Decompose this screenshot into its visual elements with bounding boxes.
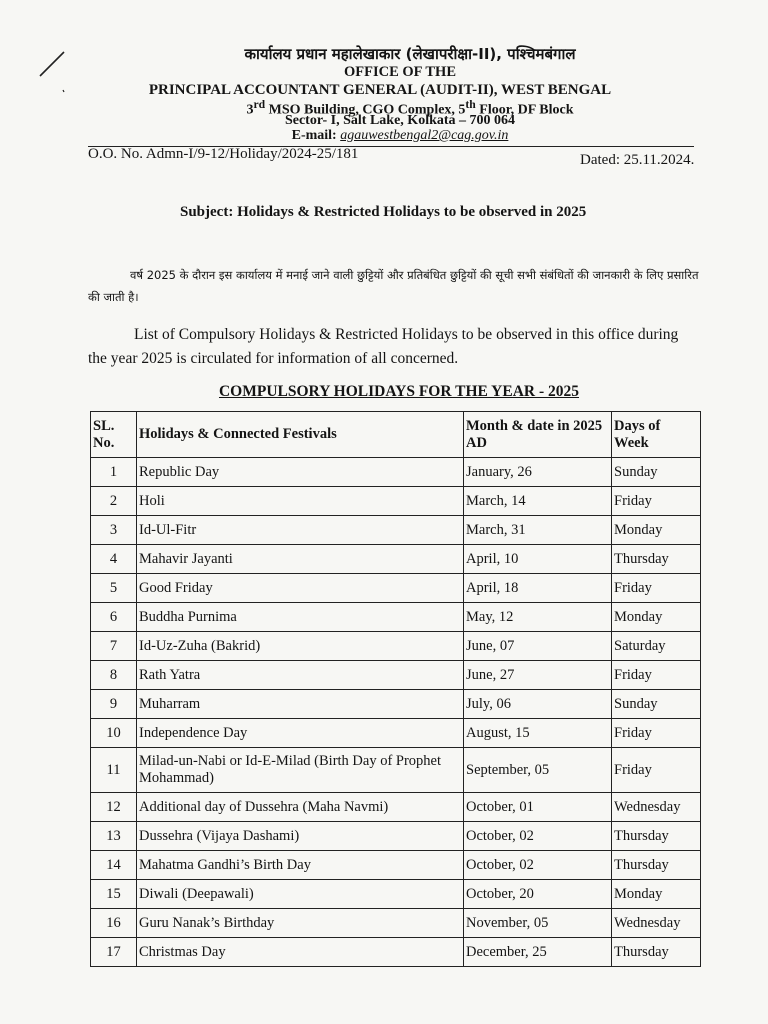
cell-sl: 8 xyxy=(91,661,137,690)
address-line-1: 3rd MSO Building, CGO Complex, 5th Floor, DF Block xyxy=(246,98,574,118)
cell-holiday: Id-Ul-Fitr xyxy=(137,516,464,545)
cell-holiday: Mahavir Jayanti xyxy=(137,545,464,574)
table-row xyxy=(91,574,701,603)
cell-sl: 6 xyxy=(91,603,137,632)
header-sl: SL. No. xyxy=(91,412,137,458)
cell-sl: 3 xyxy=(91,516,137,545)
cell-date: November, 05 xyxy=(464,909,612,938)
table-header-row xyxy=(91,412,701,458)
cell-day: Saturday xyxy=(612,632,701,661)
cell-holiday: Republic Day xyxy=(137,458,464,487)
cell-holiday: Diwali (Deepawali) xyxy=(137,880,464,909)
cell-date: April, 10 xyxy=(464,545,612,574)
cell-holiday: Additional day of Dussehra (Maha Navmi) xyxy=(137,793,464,822)
cell-holiday: Dussehra (Vijaya Dashami) xyxy=(137,822,464,851)
table-row xyxy=(91,909,701,938)
address-line-2: Sector- I, Salt Lake, Kolkata – 700 064 xyxy=(284,113,516,128)
table-row xyxy=(91,938,701,967)
cell-date: October, 02 xyxy=(464,822,612,851)
cell-day: Thursday xyxy=(612,851,701,880)
cell-sl: 1 xyxy=(91,458,137,487)
email-label: E-mail: xyxy=(291,128,341,143)
cell-sl: 9 xyxy=(91,690,137,719)
office-name: PRINCIPAL ACCOUNTANT GENERAL (AUDIT-II), WEST BENGAL xyxy=(148,82,612,98)
cell-holiday: Milad-un-Nabi or Id-E-Milad (Birth Day of Prophet Mohammad) xyxy=(137,748,464,793)
cell-sl: 17 xyxy=(91,938,137,967)
table-row xyxy=(91,880,701,909)
cell-day: Sunday xyxy=(612,690,701,719)
cell-sl: 13 xyxy=(91,822,137,851)
cell-sl: 10 xyxy=(91,719,137,748)
cell-holiday: Christmas Day xyxy=(137,938,464,967)
cell-date: May, 12 xyxy=(464,603,612,632)
table-title: COMPULSORY HOLIDAYS FOR THE YEAR - 2025 xyxy=(218,383,579,400)
table-row xyxy=(91,851,701,880)
table-row xyxy=(91,487,701,516)
email-line xyxy=(100,128,700,144)
table-row xyxy=(91,603,701,632)
table-row xyxy=(91,748,701,793)
table-row xyxy=(91,661,701,690)
cell-day: Friday xyxy=(612,487,701,516)
cell-day: Wednesday xyxy=(612,793,701,822)
holidays-table xyxy=(90,411,701,967)
cell-date: October, 02 xyxy=(464,851,612,880)
cell-day: Thursday xyxy=(612,545,701,574)
cell-holiday: Guru Nanak’s Birthday xyxy=(137,909,464,938)
cell-date: April, 18 xyxy=(464,574,612,603)
english-paragraph: List of Compulsory Holidays & Restricted Holidays to be observed in this office during the year 2025 is circulated for information of all concerned. xyxy=(88,326,679,367)
cell-date: July, 06 xyxy=(464,690,612,719)
cell-day: Thursday xyxy=(612,822,701,851)
cell-holiday: Buddha Purnima xyxy=(137,603,464,632)
cell-date: June, 27 xyxy=(464,661,612,690)
cell-day: Monday xyxy=(612,516,701,545)
cell-day: Friday xyxy=(612,661,701,690)
pen-mark xyxy=(34,48,74,98)
header-date: Month & date in 2025 AD xyxy=(464,412,612,458)
cell-holiday: Good Friday xyxy=(137,574,464,603)
cell-day: Thursday xyxy=(612,938,701,967)
cell-holiday: Independence Day xyxy=(137,719,464,748)
office-of-line: OFFICE OF THE xyxy=(344,64,456,80)
cell-day: Monday xyxy=(612,880,701,909)
cell-holiday: Holi xyxy=(137,487,464,516)
table-row xyxy=(91,822,701,851)
table-row xyxy=(91,793,701,822)
cell-day: Monday xyxy=(612,603,701,632)
cell-sl: 7 xyxy=(91,632,137,661)
cell-date: June, 07 xyxy=(464,632,612,661)
cell-holiday: Mahatma Gandhi’s Birth Day xyxy=(137,851,464,880)
table-row xyxy=(91,458,701,487)
cell-date: March, 14 xyxy=(464,487,612,516)
email-address[interactable]: agauwestbengal2@cag.gov.in xyxy=(340,128,509,143)
hindi-paragraph: वर्ष 2025 के दौरान इस कार्यालय में मनाई जाने वाली छुट्टियों और प्रतिबंधित छुट्टियों की सूची सभी संबंधितों की जानकारी के लिए प्रसारित की जाती है। xyxy=(88,268,699,304)
cell-sl: 11 xyxy=(91,748,137,793)
cell-sl: 5 xyxy=(91,574,137,603)
cell-day: Wednesday xyxy=(612,909,701,938)
cell-sl: 12 xyxy=(91,793,137,822)
cell-day: Sunday xyxy=(612,458,701,487)
office-title-hindi: कार्यालय प्रधान महालेखाकार (लेखापरीक्षा-II), पश्चिमबंगाल xyxy=(244,45,576,63)
cell-date: December, 25 xyxy=(464,938,612,967)
cell-sl: 4 xyxy=(91,545,137,574)
order-number: O.O. No. Admn-I/9-12/Holiday/2024-25/181 xyxy=(88,146,359,162)
order-date: Dated: 25.11.2024. xyxy=(580,152,695,168)
cell-date: October, 01 xyxy=(464,793,612,822)
cell-day: Friday xyxy=(612,719,701,748)
subject-line: Subject: Holidays & Restricted Holidays to be observed in 2025 xyxy=(180,204,587,220)
cell-date: September, 05 xyxy=(464,748,612,793)
cell-date: August, 15 xyxy=(464,719,612,748)
cell-sl: 2 xyxy=(91,487,137,516)
table-row xyxy=(91,516,701,545)
table-body xyxy=(91,458,701,967)
cell-sl: 14 xyxy=(91,851,137,880)
table-row xyxy=(91,719,701,748)
cell-holiday: Muharram xyxy=(137,690,464,719)
cell-holiday: Rath Yatra xyxy=(137,661,464,690)
header-holiday: Holidays & Connected Festivals xyxy=(137,412,464,458)
cell-sl: 16 xyxy=(91,909,137,938)
table-row xyxy=(91,545,701,574)
cell-sl: 15 xyxy=(91,880,137,909)
cell-date: October, 20 xyxy=(464,880,612,909)
cell-date: March, 31 xyxy=(464,516,612,545)
cell-day: Friday xyxy=(612,748,701,793)
table-row xyxy=(91,690,701,719)
cell-day: Friday xyxy=(612,574,701,603)
cell-date: January, 26 xyxy=(464,458,612,487)
table-row xyxy=(91,632,701,661)
cell-holiday: Id-Uz-Zuha (Bakrid) xyxy=(137,632,464,661)
header-day: Days of Week xyxy=(612,412,701,458)
